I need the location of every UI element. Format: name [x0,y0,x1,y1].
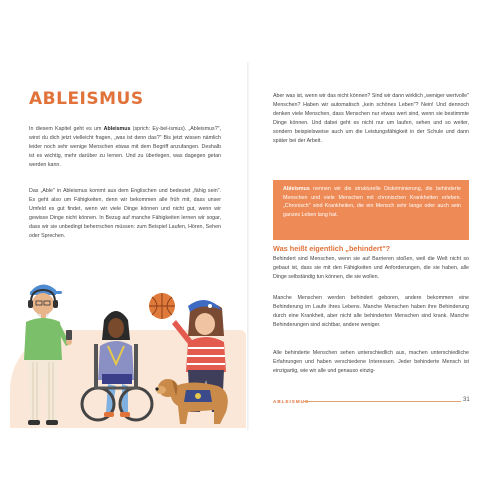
able-meaning-paragraph: Das „Able" in Ableismus kommt aus dem Englischen und bedeutet „fähig sein". Es geht also um Fähigkeiten, denn wir bekommen alle früh mit, dass unser Umfeld es gut findet, wenn wir viele Dinge können und nicht gut, wenn wir gewisse Dinge nicht können. In Bezug auf manche Fähigkeiten lernen wir sogar, dass wir sie unbedingt beherrschen müssen: zum Beispiel Laufen, Hören, Sehen oder Sprechen. [29,188,221,239]
right-page [249,62,497,430]
chapter-title: ABLEISMUS [29,89,144,109]
page-number: 31 [463,397,470,403]
book-spread [0,62,497,430]
question-paragraph: Aber was ist, wenn wir das nicht können? Sind wir dann wirklich „weniger wertvolle" Menschen? Haben wir automatisch „kein schönes Leben"? Nein! Und dennoch denken viele Menschen, dass Menschen nur etwas wert sind, wenn sie bestimmte Dinge können. Und dabei geht es nicht nur um laufen, sehen und so weiter, sondern beispielsweise auch um die Leistungsfähigkeit in der Schule und dann später bei der Arbeit. [273,93,469,144]
person-in-wheelchair [82,311,152,420]
left-page [0,62,248,430]
definition-term: Ableismus [283,186,310,192]
intro-text-before: In diesem Kapitel geht es um [29,126,104,132]
unique-paragraph: Alle behinderte Menschen sehen unterschiedlich aus, machen unterschiedliche Erfahrungen und haben verschiedene Interessen. Jeder behinderte Mensch ist einzigartig, wie wir alle und genauso einzig- [273,350,469,374]
intro-term: Ableismus [103,126,131,132]
person-with-headphones [24,284,72,425]
headphones-icon [28,300,33,308]
barriers-paragraph: Behindert sind Menschen, wenn sie auf Barrieren stoßen, weil die Welt nicht so gebaut ist, dass sie mit den Fähigkeiten und Anforderungen, die sie haben, alle Dinge selbständig tun können, die sie wollen. [273,256,469,280]
section-heading: Was heißt eigentlich „behindert"? [273,244,391,253]
phone-icon [66,330,72,340]
footer-divider [303,401,461,402]
definition-body: nennen wir die strukturelle Diskriminierung, die behinderte Menschen und viele Menschen mit chronischen Krankheiten erleben. „Chronisch" sind Krankheiten, die ein Mensch sehr lange oder auch sein ganzes Leben lang hat. [283,186,461,218]
intro-text-after: (sprich: Ey-bel-ismus). „Ableismus?", wirst du dich jetzt vielleicht fragen, „was ist denn das?" Bis jetzt wissen nämlich leider noch sehr wenige Menschen etwas mit dem Begriff anzufangen. Deshalb ist es wichtig, mehr darüber zu lernen. Und zu überlegen, was dagegen getan werden kann. [29,126,222,168]
intro-paragraph [29,125,221,170]
definition-text [283,185,461,219]
guide-dog [155,379,227,424]
dog-icon [171,382,228,424]
born-disabled-paragraph: Manche Menschen werden behindert geboren, andere bekommen eine Behinderung im Laufe ihres Lebens. Manche Menschen haben ihre Behinderung durch eine Krankheit, aber nicht alle behinderten Menschen sind krank. Manche Behinderungen sind sichtbar, andere weniger. [273,295,469,328]
people-illustration [12,262,244,428]
running-footer: ABLEISMUS [273,399,310,404]
definition-callout [273,180,469,240]
